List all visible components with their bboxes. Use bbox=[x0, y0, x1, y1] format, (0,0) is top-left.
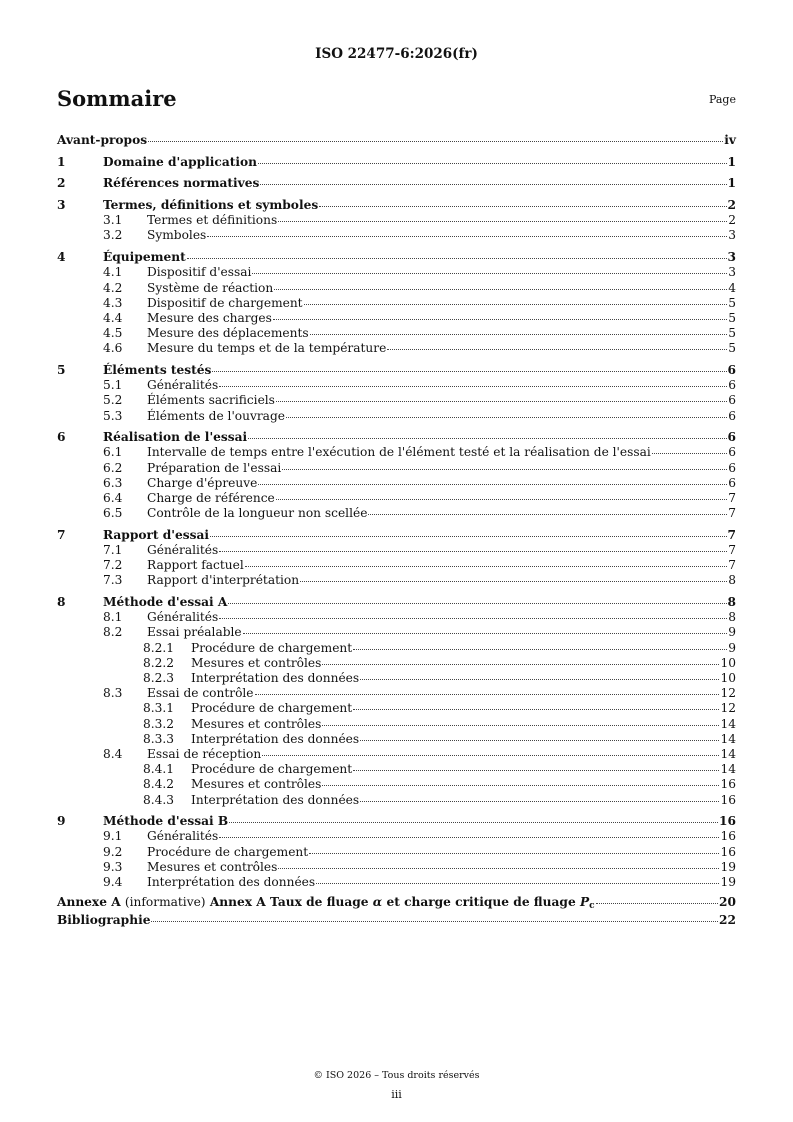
toc-entry-page: iv bbox=[724, 133, 736, 147]
toc-entry-title: Généralités bbox=[147, 610, 219, 625]
toc-entry-title: Domaine d'application bbox=[103, 154, 257, 169]
leader-dots bbox=[387, 349, 727, 350]
toc-entry-number: 4.2 bbox=[103, 280, 123, 295]
toc-entry[interactable] bbox=[57, 393, 736, 408]
toc-entry-title: Mesure du temps et de la température bbox=[147, 341, 387, 356]
toc-entry-title: Rapport d'interprétation bbox=[147, 573, 300, 588]
toc-entry-page: 14 bbox=[720, 762, 736, 777]
toc-entry-number: 5.1 bbox=[103, 378, 123, 393]
toc-entry-page: 6 bbox=[727, 430, 736, 445]
toc-entry-title: Rapport d'essai bbox=[103, 527, 210, 542]
toc-entry-title: Rapport factuel bbox=[147, 558, 244, 573]
toc-entry-page: 6 bbox=[727, 362, 736, 377]
toc-entry-title: Équipement bbox=[103, 250, 186, 265]
toc-entry[interactable] bbox=[57, 476, 736, 491]
toc-entry-page: 7 bbox=[728, 558, 736, 573]
leader-dots bbox=[245, 566, 728, 567]
toc-entry-page: 6 bbox=[728, 393, 736, 408]
leader-dots bbox=[187, 258, 727, 259]
toc-entry-title: Interprétation des données bbox=[191, 792, 360, 807]
leader-dots bbox=[300, 581, 727, 582]
toc-entry-title: Interprétation des données bbox=[191, 731, 360, 746]
toc-entry[interactable] bbox=[57, 701, 736, 716]
toc-entry-title: Mesure des déplacements bbox=[147, 326, 309, 341]
toc-entry-title: Dispositif d'essai bbox=[147, 265, 252, 280]
toc-entry-title: Procédure de chargement bbox=[191, 640, 353, 655]
leader-dots bbox=[276, 499, 728, 500]
toc-entry-number: 8.3 bbox=[103, 686, 123, 701]
toc-entry[interactable] bbox=[57, 625, 736, 640]
toc-entry[interactable] bbox=[57, 732, 736, 747]
toc-entry-number: 3.2 bbox=[103, 228, 123, 243]
page-number: iii bbox=[391, 1088, 402, 1101]
toc-entry[interactable] bbox=[57, 378, 736, 393]
toc-entry-number: 9.4 bbox=[103, 874, 123, 889]
toc-entry-page: 16 bbox=[720, 792, 736, 807]
toc-entry-title: Mesures et contrôles bbox=[147, 859, 278, 874]
toc-entry-number: 3 bbox=[57, 198, 66, 213]
leader-dots bbox=[322, 664, 719, 665]
leader-dots bbox=[353, 649, 727, 650]
toc-entry-page: 5 bbox=[728, 326, 736, 341]
toc-entry-page: 14 bbox=[720, 746, 736, 761]
toc-entry-page: 3 bbox=[728, 228, 736, 243]
toc-entry-number: 6.4 bbox=[103, 490, 123, 505]
leader-dots bbox=[360, 740, 719, 741]
toc-entry-number: 8.4.3 bbox=[143, 792, 175, 807]
toc-entry[interactable] bbox=[57, 762, 736, 777]
toc-entry[interactable] bbox=[57, 747, 736, 762]
leader-dots bbox=[258, 163, 727, 164]
toc-entry-title: Intervalle de temps entre l'exécution de l'élément testé et la réalisation de l'essai bbox=[147, 445, 651, 460]
leader-dots bbox=[151, 921, 718, 922]
toc-entry-bibliography[interactable] bbox=[57, 913, 736, 928]
toc-entry-page: 19 bbox=[720, 874, 736, 889]
toc-entry-number: 4.3 bbox=[103, 295, 123, 310]
leader-dots bbox=[229, 822, 718, 823]
toc-entry-title: Procédure de chargement bbox=[147, 844, 309, 859]
toc-entry-number: 8.1 bbox=[103, 610, 123, 625]
toc-entry-title: Éléments sacrificiels bbox=[147, 393, 275, 408]
toc-entry[interactable] bbox=[57, 573, 736, 588]
toc-entry-title: Éléments testés bbox=[103, 362, 212, 377]
leader-dots bbox=[322, 725, 719, 726]
toc-entry[interactable] bbox=[57, 793, 736, 808]
toc-entry[interactable] bbox=[57, 860, 736, 875]
toc-entry-title: Charge d'épreuve bbox=[147, 475, 258, 490]
leader-dots bbox=[252, 273, 727, 274]
toc-entry-title: Généralités bbox=[147, 829, 219, 844]
table-of-contents bbox=[57, 128, 736, 929]
toc-entry-page: 4 bbox=[728, 280, 736, 295]
toc-entry-title: Procédure de chargement bbox=[191, 701, 353, 716]
toc-entry-page: 5 bbox=[728, 295, 736, 310]
leader-dots bbox=[248, 438, 726, 439]
toc-entry[interactable] bbox=[57, 326, 736, 341]
toc-entry-number: 7.2 bbox=[103, 558, 123, 573]
toc-entry-page: 10 bbox=[720, 655, 736, 670]
toc-entry[interactable] bbox=[57, 558, 736, 573]
leader-dots bbox=[353, 709, 719, 710]
page-title: Sommaire bbox=[57, 86, 177, 111]
toc-entry-number: 8.3.3 bbox=[143, 731, 175, 746]
leader-dots bbox=[228, 603, 726, 604]
toc-entry-title: Contrôle de la longueur non scellée bbox=[147, 506, 368, 521]
toc-entry-number: 6.2 bbox=[103, 460, 123, 475]
toc-entry-title: Charge de référence bbox=[147, 490, 275, 505]
toc-entry-title: Procédure de chargement bbox=[191, 762, 353, 777]
toc-entry-number: 4 bbox=[57, 250, 66, 265]
leader-dots bbox=[360, 679, 719, 680]
leader-dots bbox=[310, 334, 728, 335]
toc-entry-number: 7.1 bbox=[103, 543, 123, 557]
toc-entry-page: 2 bbox=[728, 213, 736, 228]
toc-entry-number: 6.1 bbox=[103, 445, 123, 460]
toc-entry-page: 6 bbox=[728, 378, 736, 393]
toc-entry-number: 8.2.1 bbox=[143, 640, 175, 655]
toc-entry-page: 14 bbox=[720, 716, 736, 731]
toc-entry-page: 7 bbox=[728, 543, 736, 557]
leader-dots bbox=[309, 853, 719, 854]
leader-dots bbox=[255, 694, 720, 695]
toc-entry-page: 5 bbox=[728, 310, 736, 325]
leader-dots bbox=[282, 469, 727, 470]
toc-entry-title: Généralités bbox=[147, 378, 219, 393]
toc-entry-title: Symboles bbox=[147, 228, 207, 243]
toc-entry-number: 1 bbox=[57, 154, 66, 169]
toc-entry-page: 6 bbox=[728, 475, 736, 490]
toc-entry-page: 14 bbox=[720, 731, 736, 746]
leader-dots bbox=[262, 755, 719, 756]
toc-entry[interactable] bbox=[57, 491, 736, 506]
toc-entry-title: Mesures et contrôles bbox=[191, 655, 322, 670]
toc-entry-page: 10 bbox=[720, 671, 736, 685]
toc-entry[interactable] bbox=[57, 845, 736, 860]
toc-entry[interactable] bbox=[57, 430, 736, 445]
toc-entry[interactable] bbox=[57, 445, 736, 460]
toc-entry-number: 5.2 bbox=[103, 393, 123, 408]
toc-entry[interactable] bbox=[57, 717, 736, 732]
copyright-footer: © ISO 2026 – Tous droits réservés bbox=[313, 1070, 480, 1081]
toc-entry-title: Mesures et contrôles bbox=[191, 777, 322, 792]
leader-dots bbox=[219, 386, 727, 387]
toc-entry-title: Annexe A (informative) Annex A Taux de fluage α et charge critique de fluage $P_c$ bbox=[57, 895, 595, 912]
toc-entry[interactable] bbox=[57, 296, 736, 311]
toc-entry-page: 3 bbox=[727, 250, 736, 265]
toc-entry-page: 5 bbox=[728, 341, 736, 356]
toc-entry[interactable] bbox=[57, 409, 736, 424]
toc-entry-number: 4.5 bbox=[103, 326, 123, 341]
leader-dots bbox=[219, 551, 727, 552]
toc-entry-number: 7.3 bbox=[103, 573, 123, 588]
toc-entry-title: Mesure des charges bbox=[147, 310, 272, 325]
toc-entry-page: 22 bbox=[719, 913, 736, 928]
toc-entry-title: Interprétation des données bbox=[147, 874, 316, 889]
toc-entry-number: 5.3 bbox=[103, 408, 123, 423]
toc-entry-number: 8.2 bbox=[103, 625, 123, 640]
toc-entry-page: 8 bbox=[727, 595, 736, 610]
leader-dots bbox=[274, 289, 727, 290]
toc-entry-number: 9.3 bbox=[103, 859, 123, 874]
toc-entry[interactable] bbox=[57, 176, 736, 191]
toc-entry-annex[interactable] bbox=[57, 895, 736, 910]
page-column-label: Page bbox=[708, 93, 736, 106]
toc-entry-page: 12 bbox=[720, 686, 736, 701]
toc-entry-title: Interprétation des données bbox=[191, 671, 360, 685]
toc-entry[interactable] bbox=[57, 656, 736, 671]
toc-entry-number: 4.4 bbox=[103, 310, 123, 325]
leader-dots bbox=[258, 484, 727, 485]
toc-entry-page: 16 bbox=[720, 829, 736, 844]
toc-entry[interactable] bbox=[57, 341, 736, 356]
toc-entry-page: 16 bbox=[719, 814, 736, 829]
toc-entry[interactable] bbox=[57, 461, 736, 476]
toc-entry-title: Généralités bbox=[147, 543, 219, 557]
toc-entry-page: 7 bbox=[728, 490, 736, 505]
toc-entry-number: 8.3.2 bbox=[143, 716, 175, 731]
toc-entry[interactable] bbox=[57, 777, 736, 792]
leader-dots bbox=[278, 868, 719, 869]
toc-entry-title: Éléments de l'ouvrage bbox=[147, 408, 285, 423]
toc-entry-page: 1 bbox=[727, 176, 736, 191]
leader-dots bbox=[260, 184, 726, 185]
toc-entry[interactable] bbox=[57, 506, 736, 521]
leader-dots bbox=[304, 304, 728, 305]
leader-dots bbox=[210, 536, 726, 537]
toc-entry-page: 8 bbox=[728, 610, 736, 625]
toc-entry-page: 2 bbox=[727, 198, 736, 213]
toc-entry-title: Bibliographie bbox=[57, 913, 151, 928]
toc-entry-page: 6 bbox=[728, 408, 736, 423]
leader-dots bbox=[316, 883, 719, 884]
toc-entry-number: 8.4.2 bbox=[143, 777, 175, 792]
toc-entry-number: 8.4.1 bbox=[143, 762, 175, 777]
toc-entry-title: Essai préalable bbox=[147, 625, 242, 640]
leader-dots bbox=[652, 453, 727, 454]
toc-entry[interactable] bbox=[57, 875, 736, 890]
toc-entry[interactable] bbox=[57, 213, 736, 228]
leader-dots bbox=[319, 206, 726, 207]
leader-dots bbox=[286, 417, 727, 418]
toc-entry-title: Essai de contrôle bbox=[147, 686, 254, 701]
toc-entry-number: 8.2.2 bbox=[143, 655, 175, 670]
toc-entry[interactable] bbox=[57, 363, 736, 378]
toc-entry-title: Dispositif de chargement bbox=[147, 295, 303, 310]
toc-entry-number: 9.2 bbox=[103, 844, 123, 859]
toc-entry-page: 16 bbox=[720, 844, 736, 859]
leader-dots bbox=[219, 618, 727, 619]
toc-entry-number: 2 bbox=[57, 176, 66, 191]
toc-entry-page: 19 bbox=[720, 859, 736, 874]
leader-dots bbox=[148, 141, 723, 142]
toc-entry-number: 8.2.3 bbox=[143, 671, 175, 685]
leader-dots bbox=[219, 837, 719, 838]
toc-entry-page: 6 bbox=[728, 460, 736, 475]
toc-entry[interactable] bbox=[57, 281, 736, 296]
toc-entry[interactable] bbox=[57, 155, 736, 170]
toc-entry-number: 9 bbox=[57, 814, 66, 829]
leader-dots bbox=[278, 221, 727, 222]
toc-entry-title: Mesures et contrôles bbox=[191, 716, 322, 731]
toc-entry[interactable] bbox=[57, 686, 736, 701]
toc-entry-page: 7 bbox=[727, 527, 736, 542]
leader-dots bbox=[360, 801, 719, 802]
toc-entry-number: 5 bbox=[57, 362, 66, 377]
title-row bbox=[57, 86, 736, 116]
leader-dots bbox=[276, 401, 727, 402]
toc-entry[interactable] bbox=[57, 250, 736, 265]
toc-entry-page: 9 bbox=[728, 625, 736, 640]
toc-entry-title: Termes, définitions et symboles bbox=[103, 198, 319, 213]
toc-entry-page: 3 bbox=[728, 265, 736, 280]
toc-entry-title: Essai de réception bbox=[147, 746, 262, 761]
toc-entry-page: 9 bbox=[728, 640, 736, 655]
toc-entry[interactable] bbox=[57, 528, 736, 543]
toc-entry[interactable] bbox=[57, 814, 736, 829]
toc-entry-title: Termes et définitions bbox=[147, 213, 278, 228]
document-id-header: ISO 22477-6:2026(fr) bbox=[315, 46, 478, 62]
toc-entry-number: 8.3.1 bbox=[143, 701, 175, 716]
toc-entry-number: 6.3 bbox=[103, 475, 123, 490]
toc-entry[interactable] bbox=[57, 610, 736, 625]
leader-dots bbox=[368, 514, 727, 515]
toc-entry-page: 7 bbox=[728, 506, 736, 521]
toc-entry-page: 16 bbox=[720, 777, 736, 792]
toc-entry[interactable] bbox=[57, 543, 736, 558]
toc-entry-page: 20 bbox=[719, 895, 736, 910]
toc-entry[interactable] bbox=[57, 311, 736, 326]
toc-entry-number: 4.1 bbox=[103, 265, 123, 280]
toc-entry-number: 4.6 bbox=[103, 341, 123, 356]
toc-entry[interactable] bbox=[57, 829, 736, 844]
toc-entry-title: Préparation de l'essai bbox=[147, 460, 282, 475]
toc-entry-title: Réalisation de l'essai bbox=[103, 430, 248, 445]
leader-dots bbox=[353, 770, 719, 771]
toc-entry-page: 8 bbox=[728, 573, 736, 588]
toc-entry-title: Méthode d'essai A bbox=[103, 595, 228, 610]
toc-entry[interactable] bbox=[57, 228, 736, 243]
toc-entry-title: Méthode d'essai B bbox=[103, 814, 229, 829]
toc-entry-page: 1 bbox=[727, 154, 736, 169]
toc-entry-page: 12 bbox=[720, 701, 736, 716]
toc-entry[interactable] bbox=[57, 198, 736, 213]
toc-entry-number: 7 bbox=[57, 527, 66, 542]
toc-entry[interactable] bbox=[57, 641, 736, 656]
leader-dots bbox=[322, 785, 719, 786]
toc-entry[interactable] bbox=[57, 671, 736, 686]
toc-entry-number: 8 bbox=[57, 595, 66, 610]
toc-entry-number: 6 bbox=[57, 430, 66, 445]
toc-entry-title: Système de réaction bbox=[147, 280, 274, 295]
toc-entry[interactable] bbox=[57, 595, 736, 610]
leader-dots bbox=[596, 903, 718, 904]
toc-entry-title: Références normatives bbox=[103, 176, 260, 191]
toc-entry[interactable] bbox=[57, 133, 736, 148]
leader-dots bbox=[212, 371, 726, 372]
leader-dots bbox=[243, 633, 728, 634]
toc-entry-number: 3.1 bbox=[103, 213, 123, 228]
leader-dots bbox=[207, 236, 727, 237]
leader-dots bbox=[273, 319, 727, 320]
toc-entry-number: 6.5 bbox=[103, 506, 123, 521]
toc-entry-number: 8.4 bbox=[103, 746, 123, 761]
toc-entry-title: Avant-propos bbox=[57, 133, 148, 147]
toc-entry-page: 6 bbox=[728, 445, 736, 460]
toc-entry-number: 9.1 bbox=[103, 829, 123, 844]
toc-entry[interactable] bbox=[57, 265, 736, 280]
